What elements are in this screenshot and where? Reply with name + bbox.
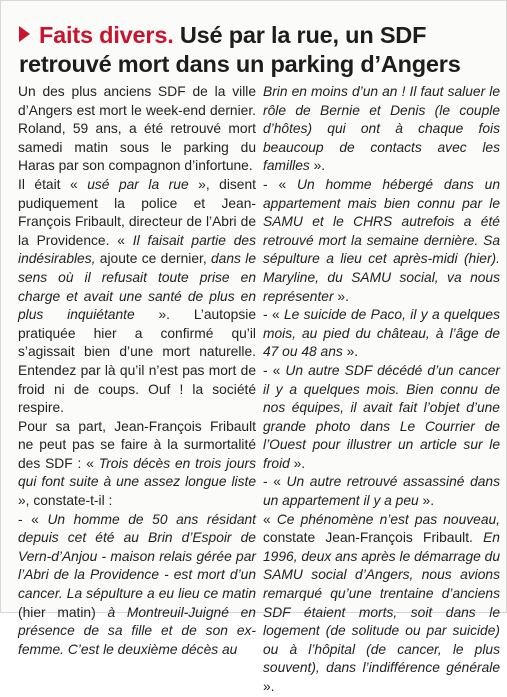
body-text: », disent pudiquement la police et Jean-François Fribault, directeur de l’Abri de la Providence. « — [18, 176, 256, 248]
quote-text: Un homme hébergé dans un appartement mais bien connu par le SAMU et le CHRS autrefois a été retrouvé mort la semaine dernière. Sa sépulture a lieu cet après-midi (hier). Maryline, du SAMU social, va nous représenter — [263, 176, 500, 304]
paragraph — [263, 473, 500, 510]
rubric-label: Faits divers. — [39, 22, 174, 48]
body-text: ». — [418, 493, 435, 509]
body-text: Il était « — [18, 176, 88, 192]
red-arrow-icon — [19, 26, 30, 42]
quote-text: Il faisait partie des indésirables, — [18, 232, 256, 267]
article-title: Usé par la rue, un SDF retrouvé mort dans un parking d’Angers — [19, 22, 461, 77]
body-text: ». — [289, 455, 306, 471]
body-text: - « — [263, 307, 284, 323]
quote-text: Ce phénomène n’est pas nouveau, — [276, 511, 500, 527]
paragraph — [263, 176, 500, 306]
body-text: constate Jean-François Fribault. — [263, 530, 484, 546]
paragraph — [18, 83, 256, 176]
body-text: ajoute ce dernier, — [95, 251, 211, 267]
body-text: - « — [263, 362, 286, 378]
paragraph — [18, 418, 256, 511]
body-text: Pour sa part, Jean-François Fribault ne peut pas se faire à la surmortalité des SDF : « — [18, 418, 256, 471]
headline — [19, 21, 499, 79]
paragraph — [18, 511, 256, 660]
body-text: « — [263, 511, 277, 527]
quote-text: Trois décès en trois jours qui font suite à une assez longue liste — [18, 455, 256, 490]
body-text: ». — [333, 288, 349, 304]
quote-text: En 1996, deux ans après le démarrage du SAMU social d’Angers, nous avions remarqué qu’une trentaine d’anciens SDF étaient morts, soit dans le logement (de solitude ou par suicide) ou à l’hôpital (de cancer, le plus souvent), dans l’indifférence générale — [263, 530, 501, 676]
body-text: - « — [263, 474, 287, 490]
paragraph — [263, 362, 500, 474]
quote-text: dans le sens où il refusait toute prise en charge et avait une santé de plus en plus inquiétante — [18, 251, 256, 323]
right-column — [263, 83, 500, 697]
body-text: », constate-t-il : — [18, 493, 113, 509]
body-text: Un des plus anciens SDF de la ville d’Angers est mort le week-end dernier. Roland, 59 ans, a été retrouvé mort samedi matin sous le parking du Haras par son compagnon d’infortune. — [18, 84, 256, 174]
paragraph — [18, 176, 256, 418]
paragraph — [263, 511, 500, 697]
left-column — [18, 83, 256, 659]
paragraph — [263, 83, 500, 176]
body-text: ». — [309, 158, 326, 174]
quote-text: Le suicide de Paco, il y a quelques mois, au pied du château, à l’âge de 47 ou 48 ans — [263, 307, 500, 360]
paragraph — [263, 306, 500, 362]
body-text: - « — [18, 511, 48, 527]
body-text: ». — [263, 679, 275, 694]
body-text: - « — [263, 176, 297, 192]
quote-text: à Montreuil-Juigné en présence de sa fille et de son ex-femme. C’est le deuxième décès au — [18, 604, 256, 657]
body-text: ». L’autopsie pratiquée hier a confirmé qu’il s’agissait bien d’une mort naturelle. Entendez par là qu’il n’est pas mort de froid ni de coups. Ouf ! la société respire. — [18, 307, 256, 416]
body-text: (hier matin) — [18, 604, 108, 620]
quote-text: Brin en moins d’un an ! Il faut saluer le rôle de Bernie et Denis (le couple d’hôtes) qui ont à chaque fois beaucoup de contacts avec les familles — [263, 84, 500, 174]
quote-text: Un autre retrouvé assassiné dans un appartement il y a peu — [263, 474, 500, 509]
body-text: ». — [342, 344, 359, 360]
quote-text: Un autre SDF décédé d’un cancer il y a quelques mois. Bien connu de nos équipes, il avait fait l’objet d’une grande photo dans Le Courrier de l’Ouest pour illustrer un article sur le froid — [263, 362, 500, 471]
quote-text: usé par la rue — [87, 176, 189, 192]
quote-text: Un homme de 50 ans résidant depuis cet été au Brin d’Espoir de Vern-d’Anjou - maison relais gérée par l’Abri de la Providence - est mort d’un cancer. La sépulture a eu lieu ce matin — [18, 511, 256, 602]
